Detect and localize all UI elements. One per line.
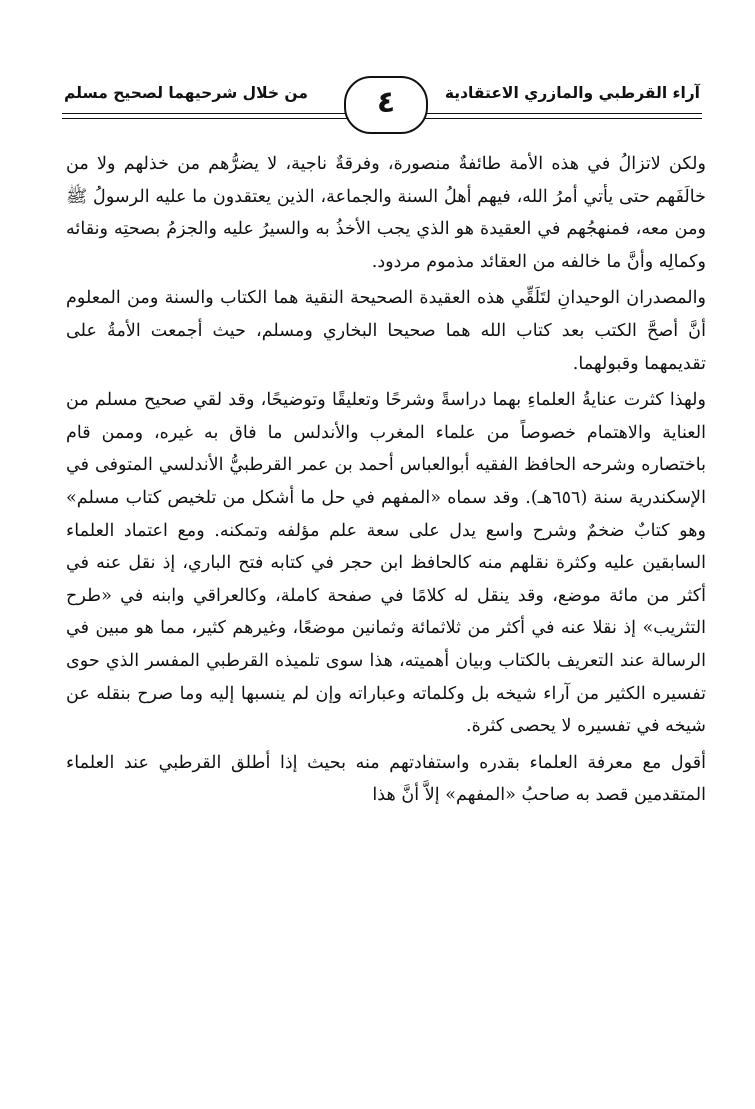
paragraph: أقول مع معرفة العلماء بقدره واستفادتهم منه بحيث إذا أطلق القرطبي عند العلماء المتقدمين قصد به صاحبُ «المفهم» إلاَّ أنَّ هذا: [66, 752, 706, 806]
running-header: [62, 72, 702, 132]
page-number: ٤: [344, 76, 428, 134]
paragraph: ولكن لاتزالُ في هذه الأمة طائفةٌ منصورة، وفرقةٌ ناجية، لا يضرُّهم من خذلهم ولا من خالَفَهم حتى يأتي أمرُ الله، فيهم أهلُ السنة والجماعة، الذين يعتقدون ما عليه الرسولُ ﷺ ومن معه، فمنهجُهم في العقيدة هو الذي يجب الأخذُ به والسيرُ عليه والجزمُ بصحتِه ونقائه وكمالِه وأنَّ ما خالفه من العقائد مذموم مردود.: [66, 154, 706, 272]
paragraph: ولهذا كثرت عنايةُ العلماءِ بهما دراسةً وشرحًا وتعليقًا وتوضيحًا، وقد لقي صحيح مسلم من العناية والاهتمام خصوصاً من علماء المغرب والأندلس ما فاق به غيره، وممن قام باختصاره وشرحه الحافظ الفقيه أبوالعباس أحمد بن عمر القرطبيُّ الأندلسي المتوفى في الإسكندرية سنة (٦٥٦هـ). وقد سماه «المفهم في حل ما أشكل من تلخيص كتاب مسلم» وهو كتابٌ ضخمٌ وشرح واسع يدل على سعة علم مؤلفه وتمكنه. ومع اعتماد العلماء السابقين عليه وكثرة نقلهم منه كالحافظ ابن حجر في كتابه فتح الباري، إذ نقل عنه في أكثر من مائة موضع، وقد ينقل له كلامًا في صفحة كاملة، وكالعراقي وابنه في «طرح التثريب» إذ نقلا عنه في أكثر من ثلاثمائة وثمانين موضعًا، وغيرهم كثير، مما هو مبين في الرسالة عند التعريف بالكتاب وبيان أهميته، هذا سوى تلميذه القرطبي المفسر الذي حوى تفسيره الكثير من آراء شيخه بل وكلماته وعباراته وإن لم ينسبها إليه وما صرح بنقله عن شيخه في تفسيره لا يحصى كثرة.: [66, 390, 706, 737]
header-book-title: آراء القرطبي والمازري الاعتقادية: [441, 84, 704, 102]
header-book-subtitle: من خلال شرحيهما لصحيح مسلم: [60, 84, 312, 102]
body-text: [66, 148, 706, 812]
paragraph: والمصدران الوحيدانِ لتَلَقِّي هذه العقيدة الصحيحة النقية هما الكتاب والسنة ومن المعلوم أنَّ أصحَّ الكتب بعد كتاب الله هما صحيحا البخاري ومسلم، حيث أجمعت الأمةُ على تقديمهما وقبولهما.: [66, 288, 706, 374]
